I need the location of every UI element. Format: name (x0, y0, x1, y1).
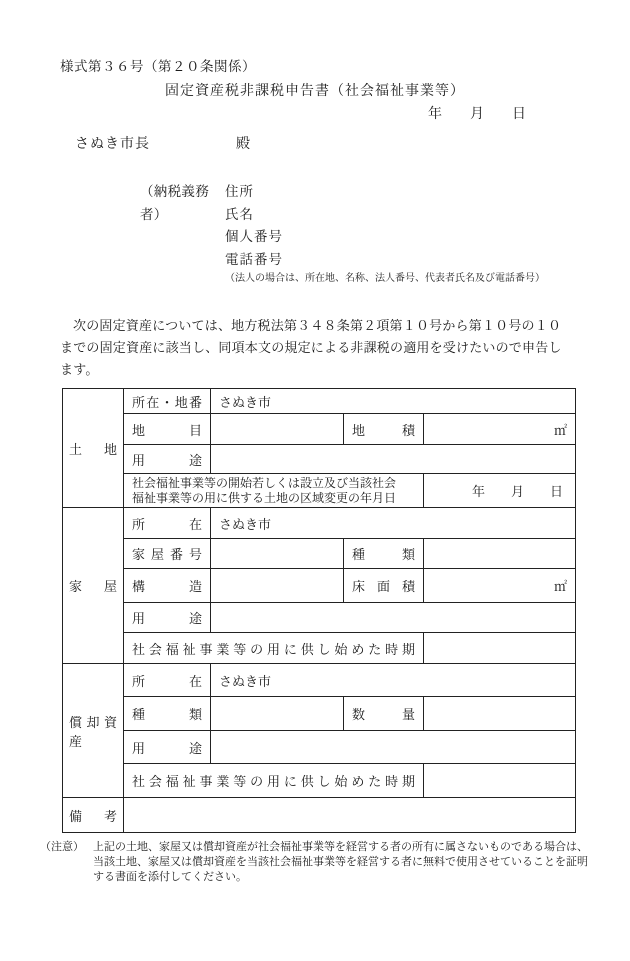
table-row (63, 414, 576, 445)
land-change-date-value: 年 月 日 (424, 474, 576, 508)
remarks-value (124, 798, 576, 833)
depreciable-location-label: 所在 (124, 664, 211, 697)
land-location-label: 所在・地番 (124, 389, 211, 414)
building-use-value (211, 603, 576, 633)
building-kind-label: 種類 (344, 539, 424, 569)
building-location-label: 所在 (124, 508, 211, 539)
building-start-period-label: 社会福祉事業等の用に供し始めた時期 (124, 633, 424, 664)
building-house-number-value (211, 539, 344, 569)
land-area-label: 地積 (344, 414, 424, 445)
footnote-text: 上記の土地、家屋又は償却資産が社会福祉事業等を経営する者の所有に属さないものである場合は、当該土地、家屋又は償却資産を当該社会福祉事業等を経営する者に無料で使用させていることを証明する書面を添付してください。 (93, 841, 588, 883)
depreciable-start-period-label: 社会福祉事業等の用に供し始めた時期 (124, 764, 424, 798)
addressee-name: さぬき市長 (75, 137, 150, 152)
table-row (63, 633, 576, 664)
depreciable-use-label: 用途 (124, 731, 211, 764)
depreciable-quantity-label: 数量 (344, 697, 424, 731)
date-line: 年 月 日 (428, 107, 526, 122)
taxpayer-block (140, 181, 630, 286)
land-area-unit: ㎡ (424, 414, 576, 445)
land-location-value: さぬき市 (211, 389, 576, 414)
land-use-value (211, 445, 576, 474)
addressee-line (75, 136, 630, 154)
table-row (63, 798, 576, 833)
footnote-marker: （注意） (40, 841, 84, 853)
depreciable-kind-value (211, 697, 344, 731)
table-row (63, 389, 576, 414)
land-section-label: 土地 (63, 389, 124, 508)
corporate-case-note: （法人の場合は、所在地、名称、法人番号、代表者氏名及び電話番号） (225, 273, 545, 284)
table-row (63, 664, 576, 697)
building-section-label: 家屋 (63, 508, 124, 664)
form-page (0, 58, 630, 961)
table-row (63, 697, 576, 731)
depreciable-start-period-value (424, 764, 576, 798)
table-row (63, 731, 576, 764)
addressee-honorific: 殿 (236, 137, 250, 152)
building-use-label: 用途 (124, 603, 211, 633)
building-start-period-value (424, 633, 576, 664)
land-use-label: 用途 (124, 445, 211, 474)
table-row (63, 508, 576, 539)
building-location-value: さぬき市 (211, 508, 576, 539)
building-structure-value (211, 569, 344, 603)
depreciable-section-label: 償却資産 (63, 664, 124, 798)
depreciable-location-value: さぬき市 (211, 664, 576, 697)
land-category-value (211, 414, 344, 445)
building-structure-label: 構造 (124, 569, 211, 603)
building-house-number-label: 家屋番号 (124, 539, 211, 569)
depreciable-kind-label: 種類 (124, 697, 211, 731)
table-row (63, 539, 576, 569)
table-row (63, 569, 576, 603)
table-row (63, 603, 576, 633)
taxpayer-field-name: 氏名 (225, 206, 254, 222)
table-row (63, 474, 576, 508)
footnote (40, 840, 630, 885)
taxpayer-prefix: （納税義務者） (140, 184, 209, 222)
land-category-label: 地目 (124, 414, 211, 445)
declaration-text: 次の固定資産については、地方税法第３４８条第２項第１０号から第１０号の１０までの固定資産に該当し、同項本文の規定による非課税の適用を受けたいので申告します。 (60, 318, 562, 377)
table-row (63, 764, 576, 798)
depreciable-quantity-value (424, 697, 576, 731)
taxpayer-field-phone: 電話番号 (225, 251, 283, 267)
depreciable-use-value (211, 731, 576, 764)
asset-table (62, 388, 576, 833)
table-row (63, 445, 576, 474)
building-floor-area-label: 床面積 (344, 569, 424, 603)
form-title: 固定資産税非課税申告書（社会福祉事業等） (165, 84, 465, 99)
form-number: 様式第３６号（第２０条関係） (60, 59, 256, 74)
remarks-label: 備考 (63, 798, 124, 833)
taxpayer-field-personal-number: 個人番号 (225, 229, 283, 244)
building-floor-area-unit: ㎡ (424, 569, 576, 603)
building-kind-value (424, 539, 576, 569)
land-change-date-label: 社会福祉事業等の開始若しくは設立及び当該社会福祉事業等の用に供する土地の区域変更の年月日 (124, 474, 424, 508)
taxpayer-field-address: 住所 (225, 184, 254, 199)
taxpayer-fields (225, 181, 545, 286)
